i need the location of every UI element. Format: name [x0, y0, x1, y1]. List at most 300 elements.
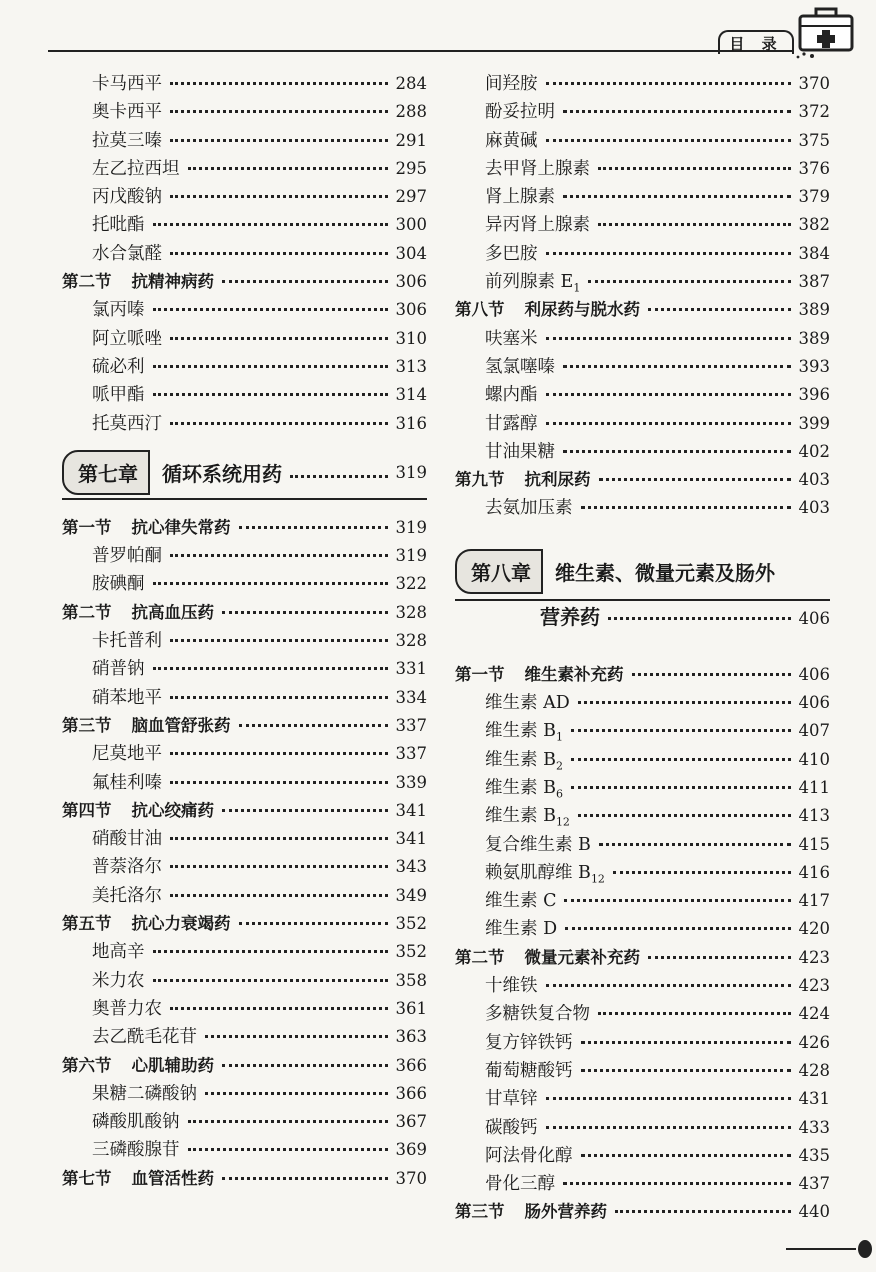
toc-entry[interactable] — [62, 325, 427, 353]
entry-title: 甘油果糖 — [485, 441, 555, 462]
toc-entry[interactable] — [62, 155, 427, 183]
entry-page: 410 — [798, 749, 830, 769]
entry-title: 磷酸肌酸钠 — [92, 1112, 180, 1133]
toc-entry[interactable] — [455, 1114, 830, 1142]
toc-entry[interactable] — [455, 1142, 830, 1170]
toc-entry[interactable] — [62, 570, 427, 598]
section-number: 第三节 — [455, 1202, 505, 1222]
toc-section-block — [62, 712, 427, 797]
entry-title: 硝普钠 — [92, 659, 145, 680]
section-heading[interactable] — [62, 797, 427, 825]
dot-leader — [170, 894, 388, 897]
toc-entry[interactable] — [62, 882, 427, 910]
toc-entry[interactable] — [62, 127, 427, 155]
dot-leader — [188, 1148, 388, 1151]
section-page: 423 — [798, 947, 830, 967]
entry-title: 普萘洛尔 — [92, 857, 162, 878]
entry-title: 维生素 B — [485, 777, 556, 798]
entry-title: 十维铁 — [485, 976, 538, 997]
entry-title: 麻黄碱 — [485, 130, 538, 151]
toc-entry[interactable] — [62, 542, 427, 570]
dot-leader — [581, 1041, 791, 1044]
section-page: 403 — [798, 470, 830, 490]
dot-leader — [170, 752, 388, 755]
section-title: 抗心力衰竭药 — [131, 914, 231, 934]
dot-leader — [648, 956, 791, 959]
dot-leader — [648, 308, 791, 311]
entry-page: 372 — [798, 102, 830, 122]
chapter-8-heading[interactable] — [455, 547, 830, 641]
toc-entry[interactable] — [455, 155, 830, 183]
toc-entry[interactable] — [62, 684, 427, 712]
entry-title: 复方锌铁钙 — [485, 1032, 573, 1053]
section-page: 352 — [395, 914, 427, 934]
toc-entry[interactable] — [455, 183, 830, 211]
dot-leader — [153, 308, 388, 311]
toc-entry[interactable] — [62, 769, 427, 797]
entry-title: 丙戊酸钠 — [92, 187, 162, 208]
toc-entry[interactable] — [62, 296, 427, 324]
section-page: 406 — [798, 664, 830, 684]
entry-page: 402 — [798, 441, 830, 461]
entry-page: 288 — [395, 102, 427, 122]
toc-entry[interactable] — [62, 825, 427, 853]
entry-title: 碳酸钙 — [485, 1117, 538, 1138]
dot-leader — [170, 554, 388, 557]
entry-page: 411 — [798, 777, 830, 797]
dot-leader — [170, 865, 388, 868]
toc-entry[interactable] — [455, 127, 830, 155]
chapter-page: 406 — [798, 608, 830, 628]
dot-leader — [170, 781, 388, 784]
entry-title: 水合氯醛 — [92, 243, 162, 264]
dot-leader — [222, 809, 388, 812]
dot-leader — [599, 843, 791, 846]
toc-entry[interactable] — [62, 98, 427, 126]
entry-title: 阿立哌唑 — [92, 328, 162, 349]
toc-left-column — [62, 70, 427, 1193]
toc-section-block — [455, 661, 830, 944]
entry-title: 甘露醇 — [485, 413, 538, 434]
toc-entry[interactable] — [62, 1023, 427, 1051]
entry-page: 352 — [395, 942, 427, 962]
entry-title: 奥卡西平 — [92, 102, 162, 123]
entry-title: 地高辛 — [92, 942, 145, 963]
dot-leader — [170, 696, 388, 699]
entry-page: 341 — [395, 829, 427, 849]
dot-leader — [563, 195, 791, 198]
toc-entry[interactable] — [62, 1080, 427, 1108]
dot-leader — [546, 82, 791, 85]
toc-entry[interactable] — [455, 689, 830, 717]
toc-entry[interactable] — [455, 1085, 830, 1113]
section-heading[interactable] — [62, 599, 427, 627]
dot-leader — [188, 167, 388, 170]
toc-entry[interactable] — [455, 717, 830, 745]
chapter-page: 319 — [395, 463, 427, 483]
dot-leader — [598, 1012, 791, 1015]
section-title: 肠外营养药 — [524, 1202, 607, 1222]
toc-entry[interactable] — [455, 972, 830, 1000]
toc-entry[interactable] — [455, 802, 830, 830]
entry-title: 维生素 AD — [485, 693, 570, 714]
toc-entry[interactable] — [455, 240, 830, 268]
entry-title: 氟桂利嗪 — [92, 772, 162, 793]
toc-entry[interactable] — [455, 353, 830, 381]
dot-leader — [153, 393, 388, 396]
entry-title: 间羟胺 — [485, 74, 538, 94]
toc-entry[interactable] — [455, 325, 830, 353]
dot-leader — [170, 1007, 388, 1010]
dot-leader — [170, 422, 388, 425]
dot-leader — [581, 506, 791, 509]
dot-leader — [222, 1177, 388, 1180]
toc-entry[interactable] — [455, 70, 830, 98]
entry-title: 卡托普利 — [92, 631, 162, 652]
toc-entry[interactable] — [455, 859, 830, 887]
toc-entry[interactable] — [62, 995, 427, 1023]
section-heading[interactable] — [62, 910, 427, 938]
entry-page: 424 — [798, 1004, 830, 1024]
entry-title: 米力农 — [92, 970, 145, 991]
entry-title: 多糖铁复合物 — [485, 1004, 590, 1025]
entry-page: 363 — [395, 1027, 427, 1047]
chapter-number-box: 第八章 — [455, 549, 543, 594]
dot-leader — [571, 729, 791, 732]
toc-entry[interactable] — [62, 240, 427, 268]
section-heading[interactable] — [62, 712, 427, 740]
toc-entry[interactable] — [455, 494, 830, 522]
toc-section-block — [455, 466, 830, 523]
entry-title: 尼莫地平 — [92, 744, 162, 765]
dot-leader — [563, 1182, 791, 1185]
dot-leader — [222, 611, 388, 614]
entry-title: 美托洛尔 — [92, 885, 162, 906]
entry-title: 哌甲酯 — [92, 385, 145, 406]
entry-page: 415 — [798, 834, 830, 854]
dot-leader — [546, 252, 791, 255]
toc-entry[interactable] — [455, 746, 830, 774]
toc-entry[interactable] — [455, 410, 830, 438]
entry-page: 328 — [395, 631, 427, 651]
section-heading[interactable] — [62, 1165, 427, 1193]
entry-page: 417 — [798, 891, 830, 911]
dot-leader — [239, 922, 388, 925]
entry-page: 295 — [395, 158, 427, 178]
section-heading[interactable] — [62, 1052, 427, 1080]
section-number: 第一节 — [62, 517, 112, 537]
toc-entry[interactable] — [455, 1029, 830, 1057]
section-title: 利尿药与脱水药 — [524, 300, 640, 320]
dot-leader — [546, 984, 791, 987]
dot-leader — [239, 526, 388, 529]
entry-page: 375 — [798, 130, 830, 150]
entry-title: 硫必利 — [92, 356, 145, 377]
entry-title: 前列腺素 E — [485, 272, 574, 293]
section-page: 440 — [798, 1202, 830, 1222]
section-title: 脑血管舒张药 — [131, 715, 231, 735]
section-number: 第六节 — [62, 1055, 112, 1075]
toc-entry[interactable] — [455, 268, 830, 296]
entry-title: 普罗帕酮 — [92, 546, 162, 567]
entry-page: 370 — [798, 74, 830, 93]
entry-page: 428 — [798, 1060, 830, 1080]
section-title: 抗高血压药 — [131, 602, 214, 622]
dot-leader — [588, 280, 790, 283]
section-page: 319 — [395, 517, 427, 537]
entry-page: 413 — [798, 806, 830, 826]
entry-title: 呋塞米 — [485, 328, 538, 349]
section-title: 心肌辅助药 — [131, 1055, 214, 1075]
entry-page: 431 — [798, 1089, 830, 1109]
section-heading[interactable] — [455, 296, 830, 324]
entry-title: 维生素 B — [485, 721, 556, 742]
entry-page: 291 — [395, 130, 427, 150]
entry-title: 拉莫三嗪 — [92, 130, 162, 151]
entry-page: 334 — [395, 687, 427, 707]
dot-leader — [205, 1092, 388, 1095]
toc-section-block — [455, 296, 830, 466]
entry-page: 343 — [395, 857, 427, 877]
entry-page: 304 — [395, 243, 427, 263]
entry-page: 379 — [798, 187, 830, 207]
dot-leader — [546, 1097, 791, 1100]
section-title: 抗心绞痛药 — [131, 800, 214, 820]
dot-leader — [632, 673, 791, 676]
section-title: 维生素补充药 — [524, 664, 624, 684]
entry-page: 297 — [395, 187, 427, 207]
entry-page: 382 — [798, 215, 830, 235]
entry-subscript: 2 — [555, 759, 563, 773]
entry-title: 奥普力农 — [92, 998, 162, 1019]
toc-section-block — [62, 910, 427, 1051]
entry-page: 313 — [395, 356, 427, 376]
entry-page: 319 — [395, 546, 427, 566]
section-heading[interactable] — [455, 944, 830, 972]
section-number: 第三节 — [62, 715, 112, 735]
toc-entry[interactable] — [62, 740, 427, 768]
entry-title: 硝酸甘油 — [92, 829, 162, 850]
toc-entry[interactable] — [62, 70, 427, 98]
toc-entry[interactable] — [455, 774, 830, 802]
section-title: 抗利尿药 — [524, 470, 591, 490]
dot-leader — [564, 899, 790, 902]
dot-leader — [546, 139, 791, 142]
section-number: 第二节 — [455, 947, 505, 967]
dot-leader — [546, 393, 791, 396]
entry-subscript: 12 — [590, 872, 605, 886]
toc-section-block — [62, 1165, 427, 1193]
entry-title: 去乙酰毛花苷 — [92, 1027, 197, 1048]
entry-page: 316 — [395, 413, 427, 433]
entry-page: 426 — [798, 1032, 830, 1052]
entry-title: 甘草锌 — [485, 1089, 538, 1110]
entry-page: 389 — [798, 328, 830, 348]
entry-title: 肾上腺素 — [485, 187, 555, 208]
toc-entry[interactable] — [455, 831, 830, 859]
entry-title: 多巴胺 — [485, 243, 538, 264]
dot-leader — [563, 450, 791, 453]
dot-leader — [599, 478, 791, 481]
toc-section-block — [62, 599, 427, 712]
entry-page: 396 — [798, 385, 830, 405]
dot-leader — [170, 110, 388, 113]
dot-leader — [153, 667, 388, 670]
entry-page: 407 — [798, 721, 830, 741]
dot-leader — [563, 110, 791, 113]
dot-leader — [615, 1210, 791, 1213]
entry-page: 384 — [798, 243, 830, 263]
toc-entry[interactable] — [455, 887, 830, 915]
toc-entry[interactable] — [455, 1170, 830, 1198]
dot-leader — [153, 979, 388, 982]
dot-leader — [546, 337, 791, 340]
entry-subscript: 1 — [555, 730, 563, 744]
section-page: 370 — [395, 1168, 427, 1188]
entry-page: 331 — [395, 659, 427, 679]
dot-leader — [578, 814, 791, 817]
entry-title: 去甲肾上腺素 — [485, 158, 590, 179]
entry-title: 卡马西平 — [92, 74, 162, 94]
toc-entry[interactable] — [62, 938, 427, 966]
section-heading[interactable]: 第二节 抗精神病药 306 — [62, 272, 427, 292]
dot-leader — [153, 365, 388, 368]
entry-title: 螺内酯 — [485, 385, 538, 406]
entry-page: 435 — [798, 1145, 830, 1165]
section-page: 337 — [395, 715, 427, 735]
toc-section-block — [455, 1198, 830, 1226]
dot-leader — [565, 927, 790, 930]
toc-section-block — [62, 1052, 427, 1165]
entry-page: 322 — [395, 574, 427, 594]
section-title: 抗心律失常药 — [131, 517, 231, 537]
entry-page: 403 — [798, 498, 830, 518]
entry-subscript: 1 — [573, 281, 581, 295]
toc-entry[interactable] — [62, 655, 427, 683]
toc-right-column — [455, 70, 830, 1227]
entry-title: 去氨加压素 — [485, 498, 573, 519]
header-rule — [48, 50, 793, 52]
toc-section-block — [455, 944, 830, 1199]
toc-section-block — [62, 797, 427, 910]
dot-leader — [581, 1154, 791, 1157]
section-title: 血管活性药 — [131, 1168, 214, 1188]
entry-page: 284 — [395, 74, 427, 93]
section-heading[interactable] — [455, 661, 830, 689]
entry-subscript: 6 — [555, 787, 563, 801]
entry-title: 骨化三醇 — [485, 1174, 555, 1195]
dot-leader — [571, 786, 791, 789]
dot-leader — [563, 365, 791, 368]
toc-entry[interactable] — [455, 1000, 830, 1028]
dot-leader — [598, 167, 791, 170]
entry-title: 托吡酯 — [92, 215, 145, 236]
toc-entry[interactable] — [455, 1057, 830, 1085]
dot-leader — [170, 195, 388, 198]
toc-entry[interactable] — [62, 211, 427, 239]
toc-entry[interactable] — [62, 853, 427, 881]
dot-leader — [170, 837, 388, 840]
toc-entry[interactable] — [455, 438, 830, 466]
entry-title: 维生素 B — [485, 749, 556, 770]
entry-subscript: 12 — [555, 815, 570, 829]
toc-entry[interactable] — [62, 353, 427, 381]
dot-leader — [581, 1069, 791, 1072]
entry-page: 420 — [798, 919, 830, 939]
entry-page: 393 — [798, 356, 830, 376]
entry-page: 437 — [798, 1174, 830, 1194]
page-corner-dot — [858, 1240, 872, 1258]
dot-leader — [153, 223, 388, 226]
dot-leader — [222, 1064, 388, 1067]
toc-entry[interactable] — [455, 915, 830, 943]
toc-entry[interactable] — [62, 183, 427, 211]
chapter-title-line1: 维生素、微量元素及肠外 — [555, 561, 775, 586]
toc-entry[interactable] — [455, 98, 830, 126]
entry-page: 358 — [395, 970, 427, 990]
toc-entry[interactable] — [62, 627, 427, 655]
section-page: 328 — [395, 602, 427, 622]
entry-title: 复合维生素 B — [485, 834, 591, 855]
toc-entry[interactable] — [62, 967, 427, 995]
dot-leader — [598, 223, 791, 226]
entry-page: 376 — [798, 158, 830, 178]
entry-title: 氢氯噻嗪 — [485, 356, 555, 377]
dot-leader — [578, 701, 791, 704]
entry-page: 314 — [395, 385, 427, 405]
entry-title: 果糖二磷酸钠 — [92, 1083, 197, 1104]
entry-page: 423 — [798, 976, 830, 996]
entry-title: 酚妥拉明 — [485, 102, 555, 123]
toc-entry[interactable] — [62, 410, 427, 438]
dot-leader — [170, 252, 388, 255]
entry-title: 维生素 D — [485, 919, 558, 940]
section-number: 第一节 — [455, 664, 505, 684]
chapter-7-heading[interactable] — [62, 444, 427, 502]
dot-leader — [153, 950, 388, 953]
section-page: 389 — [798, 300, 830, 320]
entry-page: 399 — [798, 413, 830, 433]
footer-rule — [786, 1248, 856, 1250]
dot-leader — [170, 639, 388, 642]
section-number: 第五节 — [62, 914, 112, 934]
section-page: 366 — [395, 1055, 427, 1075]
entry-page: 369 — [395, 1140, 427, 1160]
entry-page: 416 — [798, 862, 830, 882]
header-toc-label: 目 录 — [718, 30, 794, 54]
entry-page: 300 — [395, 215, 427, 235]
dot-leader — [613, 871, 791, 874]
dot-leader — [153, 582, 388, 585]
section-heading[interactable] — [455, 466, 830, 494]
toc-entry[interactable] — [455, 211, 830, 239]
section-heading[interactable] — [62, 514, 427, 542]
entry-page: 349 — [395, 885, 427, 905]
chapter-number-box: 第七章 — [62, 450, 150, 495]
toc-entry[interactable] — [62, 381, 427, 409]
toc-entry[interactable] — [62, 1136, 427, 1164]
entry-page: 339 — [395, 772, 427, 792]
entry-title: 葡萄糖酸钙 — [485, 1060, 573, 1081]
entry-page: 367 — [395, 1112, 427, 1132]
section-number: 第八节 — [455, 300, 505, 320]
dot-leader — [188, 1120, 388, 1123]
section-number: 第七节 — [62, 1168, 112, 1188]
dot-leader — [239, 724, 388, 727]
section-heading[interactable] — [455, 1198, 830, 1226]
toc-entry[interactable] — [455, 381, 830, 409]
toc-entry[interactable] — [62, 1108, 427, 1136]
